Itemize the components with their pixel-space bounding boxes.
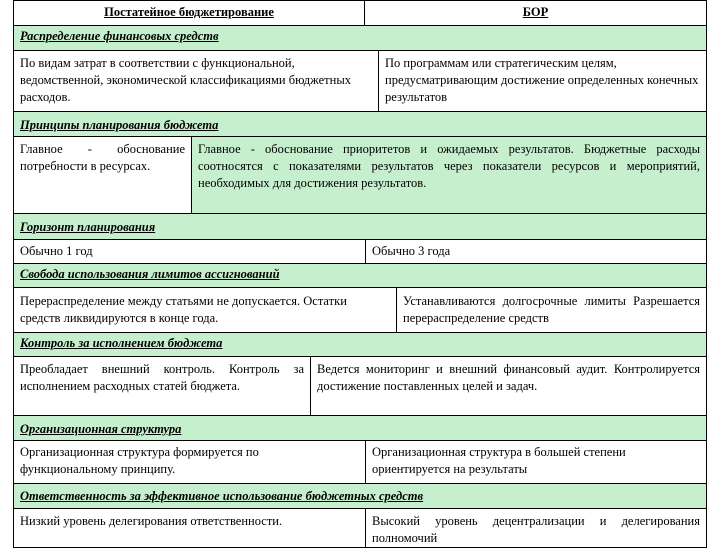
horizon-right: Обычно 3 года bbox=[365, 239, 707, 264]
principles-right: Главное - обоснование приоритетов и ожидаемых результатов. Бюджетные расходы соотносятся с показателями результатов через показатели ресурсов и мероприятий, необходимых для достижения результатов. bbox=[191, 136, 707, 214]
header-right: БОР bbox=[364, 0, 707, 26]
section-title-responsibility: Ответственность за эффективное использование бюджетных средств bbox=[13, 483, 707, 509]
freedom-left: Перераспределение между статьями не допускается. Остатки средств ликвидируются в конце года. bbox=[13, 287, 397, 333]
section-title-principles: Принципы планирования бюджета bbox=[13, 111, 707, 137]
structure-left: Организационная структура формируется по функциональному принципу. bbox=[13, 440, 366, 484]
distribution-right: По программам или стратегическим целям, предусматривающим достижение определенных конечных результатов bbox=[378, 50, 707, 112]
distribution-left: По видам затрат в соответствии с функциональной, ведомственной, экономической классификациями бюджетных расходов. bbox=[13, 50, 379, 112]
control-left: Преобладает внешний контроль. Контроль за исполнением расходных статей бюджета. bbox=[13, 356, 311, 416]
structure-right: Организационная структура в большей степени ориентируется на результаты bbox=[365, 440, 707, 484]
control-right: Ведется мониторинг и внешний финансовый аудит. Контролируется достижение поставленных целей и задач. bbox=[310, 356, 707, 416]
section-title-distribution: Распределение финансовых средств bbox=[13, 25, 707, 51]
section-title-control: Контроль за исполнением бюджета bbox=[13, 332, 707, 357]
responsibility-right: Высокий уровень децентрализации и делегирования полномочий bbox=[365, 508, 707, 548]
section-title-freedom: Свобода использования лимитов ассигнований bbox=[13, 263, 707, 288]
section-title-horizon: Горизонт планирования bbox=[13, 213, 707, 240]
responsibility-left: Низкий уровень делегирования ответственности. bbox=[13, 508, 366, 548]
horizon-left: Обычно 1 год bbox=[13, 239, 366, 264]
freedom-right: Устанавливаются долгосрочные лимиты Разрешается перераспределение средств bbox=[396, 287, 707, 333]
principles-left: Главное - обоснование потребности в ресурсах. bbox=[13, 136, 192, 214]
section-title-structure: Организационная структура bbox=[13, 415, 707, 441]
header-left: Постатейное бюджетирование bbox=[13, 0, 365, 26]
